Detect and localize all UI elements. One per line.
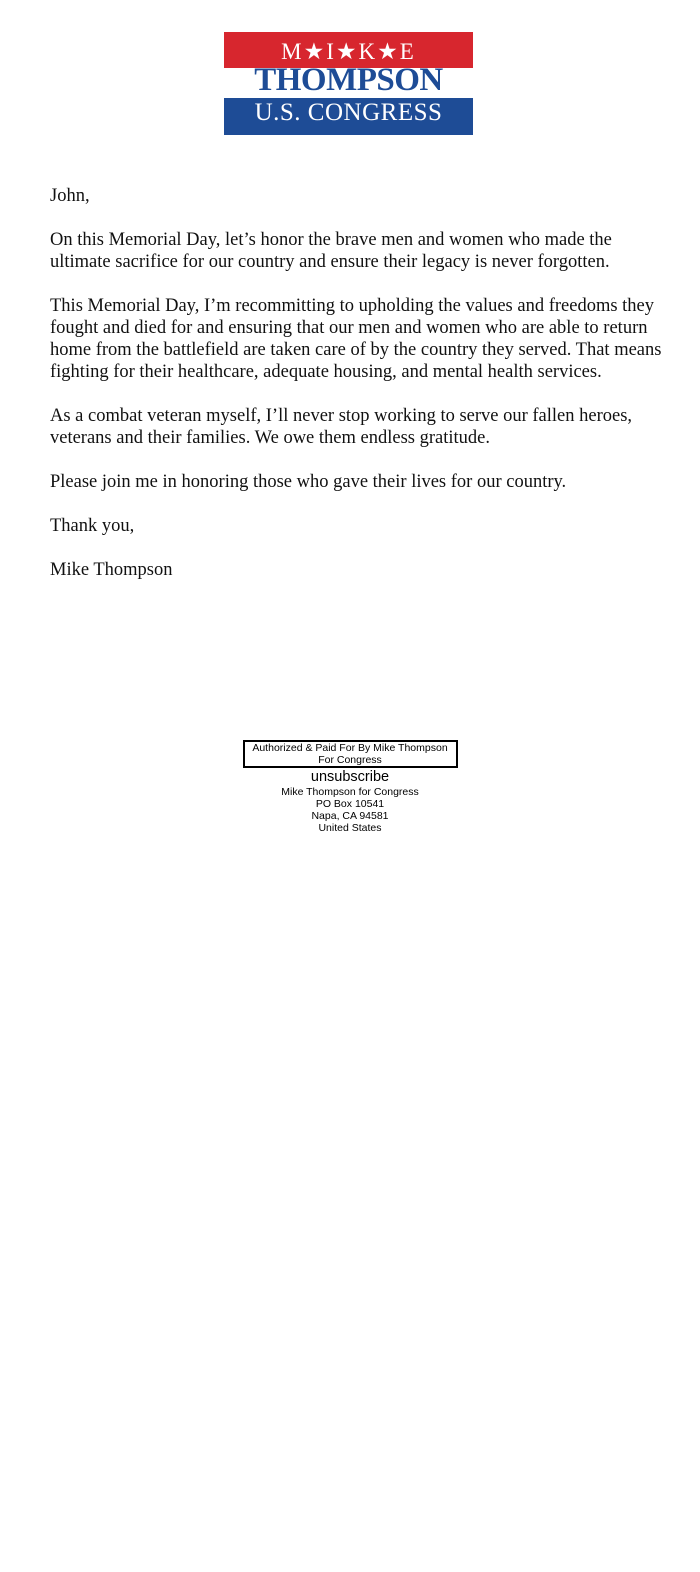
campaign-logo [224, 32, 473, 135]
letter-paragraph: Please join me in honoring those who gave their lives for our country. [50, 472, 567, 492]
letter-closing: Thank you, [50, 516, 135, 536]
logo-last-name: THOMPSON [254, 62, 443, 98]
email-footer [0, 740, 700, 834]
address-line: PO Box 10541 [315, 798, 385, 810]
address-line: Napa, CA 94581 [311, 810, 389, 822]
letter-paragraph: This Memorial Day, I’m recommitting to upholding the values and freedoms they fought and died for and ensuring that our men and women who are able to return home from the battlefield are taken care of by the country they served. That means fighting for their healthcare, adequate housing, and mental health services. [50, 296, 662, 382]
unsubscribe-link[interactable]: unsubscribe [310, 769, 390, 785]
letter-signature: Mike Thompson [50, 560, 173, 580]
letter-paragraph: As a combat veteran myself, I’ll never stop working to serve our fallen heroes, veterans and their families. We owe them endless gratitude. [50, 406, 633, 448]
logo-first-name: M★I★K★E [281, 39, 416, 64]
letter-greeting: John, [50, 186, 90, 206]
logo-subtitle: U.S. CONGRESS [254, 99, 443, 126]
letter-body [50, 185, 670, 603]
address-line: Mike Thompson for Congress [281, 786, 419, 798]
address-line: United States [318, 822, 382, 834]
letter-paragraph: On this Memorial Day, let’s honor the brave men and women who made the ultimate sacrifice for our country and ensure their legacy is never forgotten. [50, 230, 612, 272]
paid-for-disclaimer: Authorized & Paid For By Mike Thompson For Congress [243, 740, 458, 768]
